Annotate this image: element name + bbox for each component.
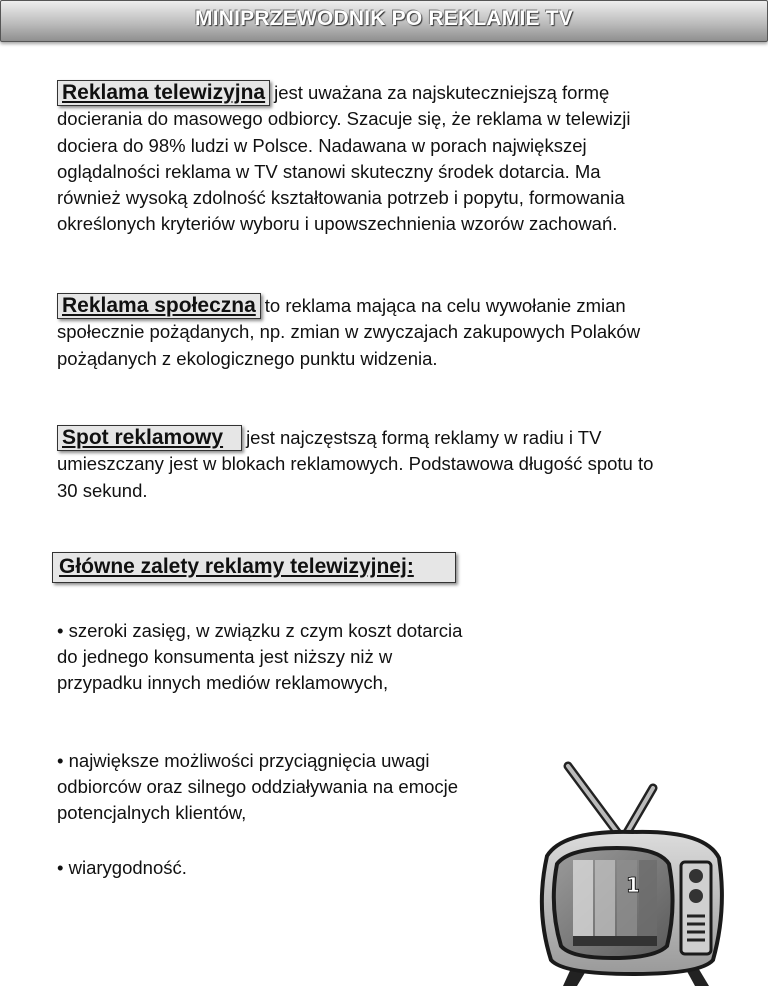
section-social-ad [57,293,657,372]
advantages-heading [52,552,456,583]
term-box: Spot reklamowy [57,425,242,451]
term-box: Reklama społeczna [57,293,261,319]
advantage-item: • wiarygodność. [57,857,187,878]
retro-tv-icon [533,760,729,988]
section-text: to reklama mająca na celu wywołanie zmian społecznie pożądanych, np. zmian w zwyczajach zakupowych Polaków pożądanych z ekologicznego punktu widzenia. [57,295,641,369]
title-banner [0,0,768,42]
antenna-icon [568,766,653,836]
channel-number: 1 [626,873,640,897]
tv-screen [554,848,673,958]
section-text: jest najczęstszą formą reklamy w radiu i TV umieszczany jest w blokach reklamowych. Podstawowa długość spotu to 30 sekund. [57,427,654,501]
section-spot [57,425,657,504]
knob-icon [689,889,703,903]
advantages-heading-text: Główne zalety reklamy telewizyjnej: [59,555,414,578]
knob-icon [689,869,703,883]
section-tv-ad [57,80,657,238]
page-title: MINIPRZEWODNIK PO REKLAMIE TV [195,7,573,30]
section-text: jest uważana za najskuteczniejszą formę docierania do masowego odbiorcy. Szacuje się, że reklama w telewizji dociera do 98% ludzi w Polsce. Nadawana w porach największej oglądalności reklama w TV stanowi skuteczny środek dotarcia. Ma również wysoką zdolność kształtowania potrzeb i popytu, formowania określonych kryteriów wyboru i upowszechnienia wzorów zachowań. [57,82,631,235]
advantage-item: • największe możliwości przyciągnięcia uwagi odbiorców oraz silnego oddziaływania na emocje potencjalnych klientów, [57,750,459,823]
advantage-item: • szeroki zasięg, w związku z czym koszt dotarcia do jednego konsumenta jest niższy niż w przypadku innych mediów reklamowych, [57,620,463,693]
term-box: Reklama telewizyjna [57,80,270,106]
